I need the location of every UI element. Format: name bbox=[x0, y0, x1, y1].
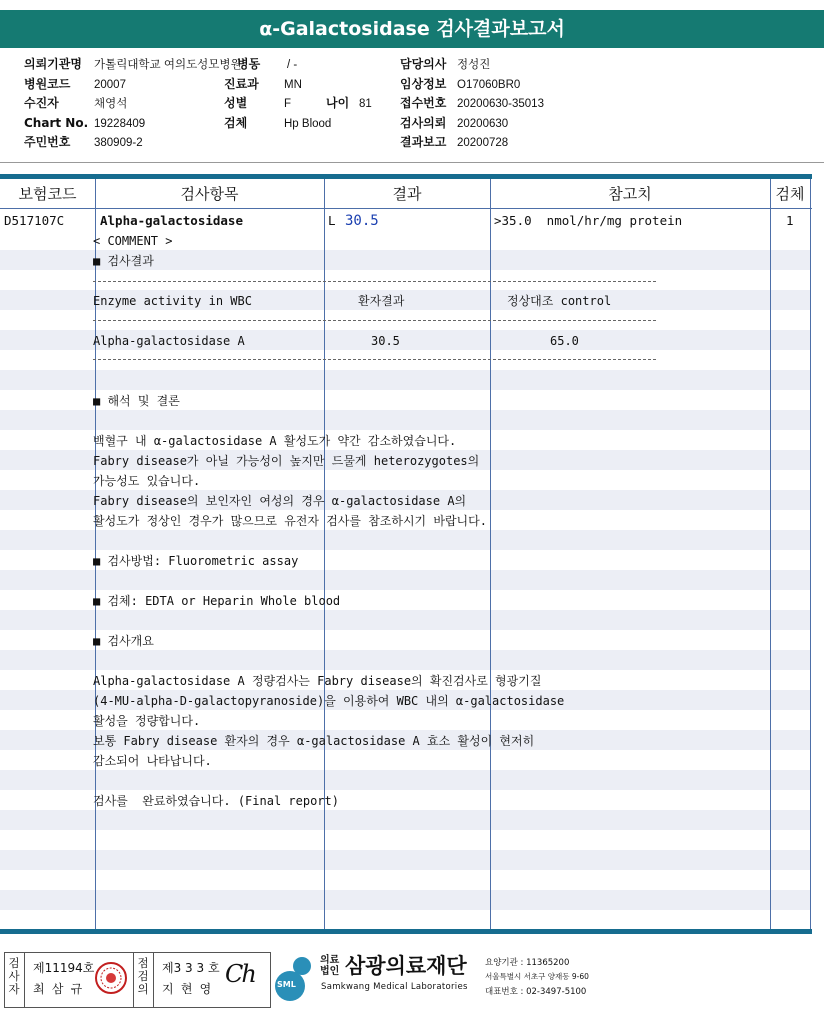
interp-line: Fabry disease가 아닐 가능성이 높지만 드물게 heterozygotes의 bbox=[93, 454, 480, 468]
report-footer bbox=[0, 946, 824, 1015]
label-department: 진료과 bbox=[224, 76, 259, 91]
sml-logo-text: SML bbox=[277, 980, 296, 989]
label-specimen: 검체 bbox=[224, 115, 248, 130]
row-stripe bbox=[0, 810, 810, 830]
row-stripe bbox=[0, 530, 810, 550]
header-specimen: 검체 bbox=[775, 185, 805, 203]
row-stripe bbox=[0, 610, 810, 630]
value-ward: / - bbox=[287, 59, 298, 71]
cell-specimen: 1 bbox=[786, 213, 794, 228]
contact-phone: 대표번호 : 02-3497-5100 bbox=[485, 987, 587, 997]
header-result: 결과 bbox=[392, 185, 422, 203]
value-doctor: 정성진 bbox=[457, 59, 491, 71]
report-header bbox=[0, 0, 824, 56]
header-underline bbox=[0, 208, 812, 209]
value-clinical-info: O17060BR0 bbox=[457, 78, 521, 91]
section-method: ■ 검사방법: Fluorometric assay bbox=[93, 554, 299, 568]
interp-line: 가능성도 있습니다. bbox=[93, 474, 201, 488]
section-specimen: ■ 검체: EDTA or Heparin Whole blood bbox=[93, 594, 341, 608]
interp-line: Fabry disease의 보인자인 여성의 경우 α-galactosidase A의 bbox=[93, 494, 467, 508]
col-divider bbox=[490, 179, 491, 931]
corp-label-2: 법인 bbox=[320, 966, 340, 977]
signature: Ch bbox=[225, 960, 255, 988]
tester-name: 최 삼 규 bbox=[33, 982, 83, 996]
col-divider bbox=[770, 179, 771, 931]
tester-license-no: 제11194호 bbox=[33, 961, 95, 975]
cell-flag: L bbox=[328, 213, 336, 228]
box-divider bbox=[133, 952, 134, 1008]
section-result: ■ 검사결과 bbox=[93, 254, 154, 268]
section-interpretation: ■ 해석 및 결론 bbox=[93, 394, 180, 408]
value-report-date: 20200728 bbox=[457, 137, 509, 149]
interp-line: 활성도가 정상인 경우가 많으므로 유전자 검사를 참조하시기 바랍니다. bbox=[93, 514, 487, 528]
header-test-item: 검사항목 bbox=[180, 185, 239, 203]
row-stripe bbox=[0, 650, 810, 670]
interp-line: 백혈구 내 α-galactosidase A 활성도가 약간 감소하였습니다. bbox=[93, 434, 457, 448]
overview-line: 감소되어 나타납니다. bbox=[93, 754, 212, 768]
comment-header: < COMMENT > bbox=[93, 234, 173, 248]
value-department: MN bbox=[284, 78, 302, 91]
value-chart-no: 19228409 bbox=[94, 117, 146, 130]
value-resident-no: 380909-2 bbox=[94, 137, 143, 149]
overview-line: 보통 Fabry disease 환자의 경우 α-galactosidase A 효소 활성이 현저히 bbox=[93, 734, 535, 748]
enzyme-row-patient: 30.5 bbox=[371, 334, 400, 348]
value-patient: 채영석 bbox=[94, 98, 128, 110]
label-patient: 수진자 bbox=[24, 96, 59, 110]
value-sex: F bbox=[284, 98, 292, 110]
label-request-date: 검사의뢰 bbox=[400, 115, 447, 130]
value-request-date: 20200630 bbox=[457, 117, 509, 130]
row-stripe bbox=[0, 890, 810, 910]
col-divider bbox=[324, 179, 325, 931]
row-stripe bbox=[0, 850, 810, 870]
cell-result: 30.5 bbox=[345, 213, 379, 229]
value-age: 81 bbox=[359, 98, 372, 110]
checker-license-no: 제3 3 3 호 bbox=[162, 961, 220, 975]
label-hospital-code: 병원코드 bbox=[24, 76, 71, 91]
row-stripe bbox=[0, 370, 810, 390]
enzyme-row-name: Alpha-galactosidase A bbox=[93, 334, 245, 348]
corp-name: 삼광의료재단 bbox=[345, 954, 467, 978]
dashed-rule bbox=[93, 359, 656, 360]
header-reference: 참고치 bbox=[608, 185, 652, 203]
corp-english-name: Samkwang Medical Laboratories bbox=[321, 982, 468, 992]
label-chart-no: Chart No. bbox=[24, 115, 89, 130]
dashed-rule bbox=[93, 320, 656, 321]
checker-label: 점검의 bbox=[137, 956, 149, 996]
enzyme-row-control: 65.0 bbox=[550, 334, 579, 348]
section-overview: ■ 검사개요 bbox=[93, 634, 154, 648]
col-normal-control: 정상대조 control bbox=[507, 294, 612, 308]
header-divider bbox=[0, 162, 824, 163]
table-top-bar bbox=[0, 174, 812, 179]
contact-code: 요양기관 : 11365200 bbox=[485, 958, 570, 968]
value-hospital-code: 20007 bbox=[94, 78, 126, 91]
final-report-note: 검사를 완료하였습니다. (Final report) bbox=[93, 794, 339, 808]
label-clinical-info: 임상정보 bbox=[400, 76, 447, 91]
corp-label-1: 의료 bbox=[320, 955, 340, 966]
header-insurance-code: 보험코드 bbox=[18, 185, 77, 203]
label-institution: 의뢰기관명 bbox=[24, 57, 82, 71]
official-seal bbox=[94, 960, 128, 996]
row-stripe bbox=[0, 770, 810, 790]
value-receipt-no: 20200630-35013 bbox=[457, 98, 544, 110]
report-title: α-Galactosidase 검사결과보고서 bbox=[259, 18, 565, 40]
label-receipt-no: 접수번호 bbox=[400, 96, 447, 110]
cell-reference: >35.0 nmol/hr/mg protein bbox=[494, 213, 683, 228]
label-sex: 성별 bbox=[224, 96, 248, 110]
col-enzyme: Enzyme activity in WBC bbox=[93, 294, 252, 308]
label-report-date: 결과보고 bbox=[400, 135, 447, 149]
value-institution: 가톨릭대학교 여의도성모병원 bbox=[94, 59, 242, 71]
cell-test-name: Alpha-galactosidase bbox=[100, 213, 243, 228]
checker-name: 지 현 영 bbox=[162, 982, 212, 996]
dashed-rule bbox=[93, 281, 656, 282]
label-age: 나이 bbox=[326, 96, 350, 110]
row-stripe bbox=[0, 410, 810, 430]
box-divider bbox=[24, 952, 25, 1008]
label-ward: 병동 bbox=[237, 57, 261, 71]
contact-address: 서울특별시 서초구 양재동 9-60 bbox=[485, 972, 589, 981]
col-divider bbox=[810, 179, 811, 931]
table-bottom-bar bbox=[0, 929, 812, 934]
tester-label: 검사자 bbox=[8, 956, 20, 996]
overview-line: (4-MU-alpha-D-galactopyranoside)을 이용하여 WBC 내의 α-galactosidase bbox=[93, 694, 565, 708]
info-left bbox=[24, 55, 242, 153]
row-stripe bbox=[0, 570, 810, 590]
overview-line: Alpha-galactosidase A 정량검사는 Fabry disease의 확진검사로 형광기질 bbox=[93, 674, 542, 688]
sml-logo-icon bbox=[272, 952, 318, 1004]
overview-line: 활성을 정량합니다. bbox=[93, 714, 201, 728]
label-doctor: 담당의사 bbox=[400, 57, 447, 71]
info-mid-lower bbox=[224, 75, 372, 134]
col-patient-result: 환자결과 bbox=[358, 294, 405, 308]
value-specimen: Hp Blood bbox=[284, 117, 332, 130]
label-resident-no: 주민번호 bbox=[24, 135, 71, 149]
info-mid bbox=[237, 55, 297, 75]
box-divider bbox=[153, 952, 154, 1008]
info-right bbox=[400, 55, 544, 153]
cell-code: D517107C bbox=[4, 213, 65, 228]
